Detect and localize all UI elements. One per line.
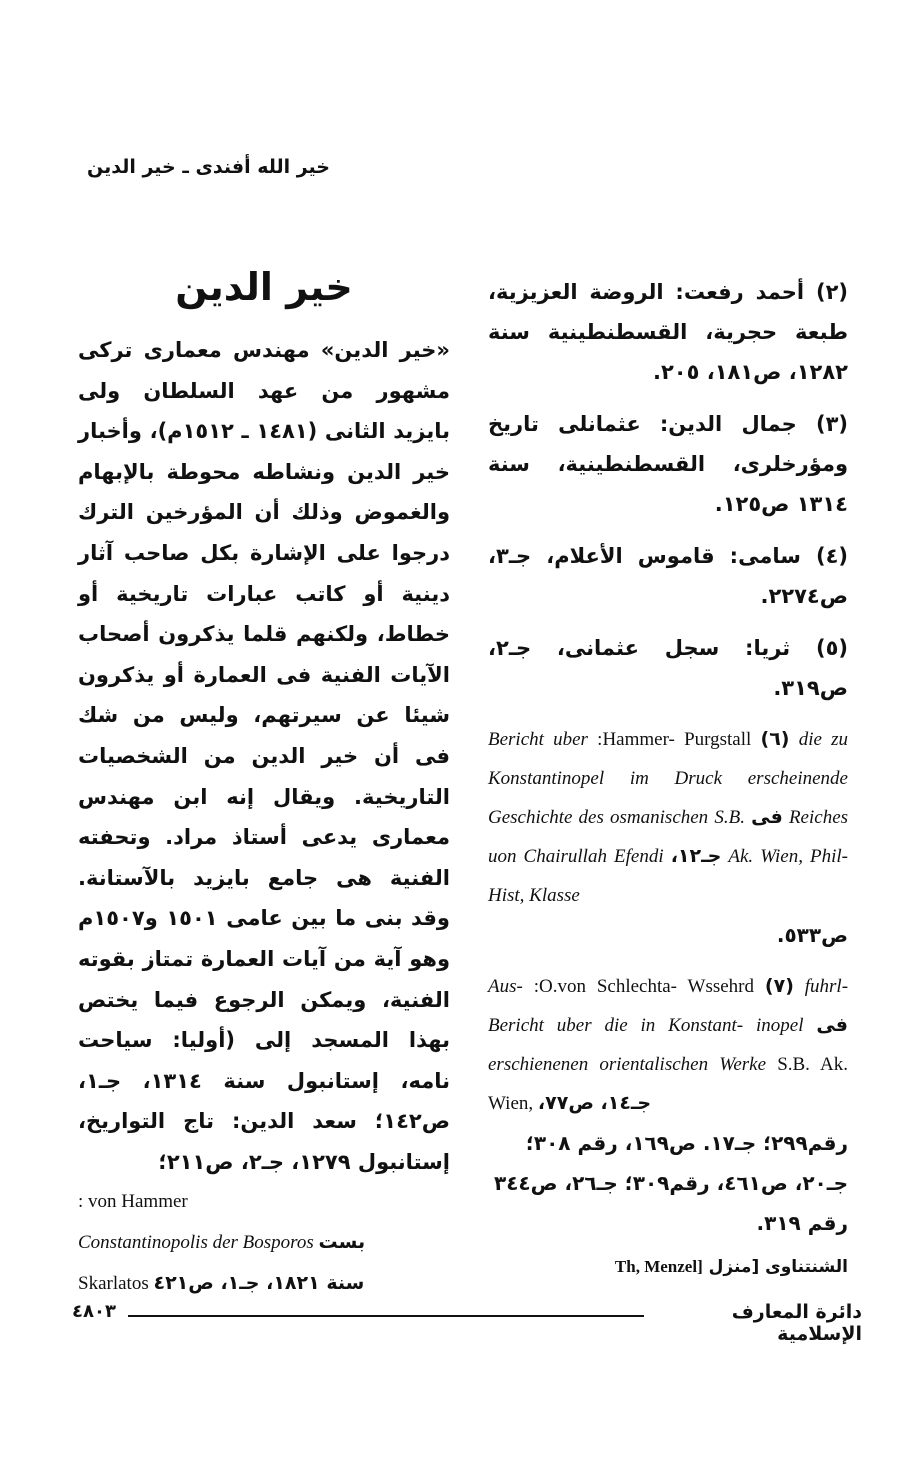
- footnote-6-ar-juz: جـ١٢،: [670, 845, 722, 867]
- footnote-7-text-c: fuhrl- Bericht uber die in Konstant- inopel: [488, 976, 849, 1036]
- footnote-4: (٤) سامى: قاموس الأعلام، جـ٣، ص٢٢٧٤.: [488, 544, 848, 608]
- article-latin-1: : von Hammer: [78, 1191, 188, 1213]
- footnote-7: [488, 967, 848, 1123]
- footnote-6-text-b: :Hammer- Purgstall: [597, 729, 752, 750]
- footnote-7-ar-fi: فى: [816, 1014, 848, 1036]
- article-latin-line-2: [78, 1222, 450, 1263]
- article-latin-2: Constantinopolis der Bosporos: [78, 1232, 314, 1254]
- footnote-6-ar-fi: فى: [751, 806, 783, 828]
- footnote-7-text-b: :O.von Schlechta- Wssehrd: [533, 976, 755, 997]
- signature-latin: [Th, Menzel: [614, 1257, 703, 1276]
- footnote-7-tail: رقم٢٩٩؛ جـ١٧. ص١٦٩، رقم ٣٠٨؛ جـ٢٠، ص٤٦١، رقم٣٠٩؛ جـ٢٦، ص٣٤٤ رقم ٣١٩.: [494, 1131, 848, 1235]
- footnote-7-ar-ref: جـ١٤، ص٧٧،: [537, 1092, 652, 1114]
- article-latin-3: Skarlatos: [78, 1273, 149, 1295]
- article-latin-line-1: [78, 1182, 450, 1222]
- signature-arabic: الشنتناوى [منزل: [708, 1257, 848, 1277]
- footnote-3: (٣) جمال الدين: عثمانلى تاريخ ومؤرخلرى، القسطنطينية، سنة ١٣١٤ ص١٢٥.: [488, 412, 848, 516]
- footer-divider: [128, 1315, 644, 1317]
- footnote-6-number: (٦): [760, 728, 790, 750]
- article-body: «خير الدين» مهندس معمارى تركى مشهور من عهد السلطان ولى بايزيد الثانى (١٤٨١ ـ ١٥١٢م)، وأخبار خير الدين ونشاطه محوطة بالإبهام والغموض وذلك أن المؤرخين الترك درجوا على الإشارة بكل صاحب آثار دينية أو كاتب عبارات تاريخية أو خطاط، ولكنهم قلما يذكرون أصحاب الآيات الفنية فى العمارة أو يذكرون شيئا عن سيرتهم، وليس من شك فى أن خير الدين من الشخصيات التاريخية. ويقال إنه ابن مهندس معمارى يدعى أستاذ مراد. وتحفته الفنية هى جامع بايزيد بالآستانة. وقد بنى ما بين عامى ١٥٠١ و١٥٠٧م وهو آية من آيات العمارة تمتاز بقوته الفنية، ويمكن الرجوع فيما يختص بهذا المسجد إلى (أوليا: سياحت نامه، إستانبول سنة ١٣١٤، جـ١، ص١٤٢؛ سعد الدين: تاج التواريخ، إستانبول ١٢٧٩، جـ٢، ص٢١١؛: [78, 338, 450, 1174]
- footnote-6-text-c: die zu Konstantinopel im Druck erscheinende Geschichte des osmanischen S.B.: [488, 729, 848, 828]
- footnotes-column: [488, 272, 848, 1277]
- running-title: خير الله أفندى ـ خير الدين: [87, 156, 330, 178]
- article-title: خير الدين: [175, 265, 353, 309]
- footnote-6-text-e: Ak. Wien, Phil-Hist, Klasse: [488, 846, 848, 906]
- footnote-5: (٥) ثريا: سجل عثمانى، جـ٢، ص٣١٩.: [488, 636, 848, 700]
- footnote-7-number: (٧): [764, 975, 794, 997]
- article-ar-3: سنة ١٨٢١، جـ١، ص٤٢١: [153, 1272, 365, 1295]
- footnote-6: [488, 720, 848, 915]
- footnote-6-text-a: Bericht uber: [488, 729, 588, 750]
- page-number: ٤٨٠٣: [72, 1301, 116, 1322]
- footnote-6-text-d: Reiches uon Chairullah Efendi: [488, 807, 849, 867]
- footnote-6-tail: ص٥٣٣.: [776, 923, 848, 947]
- article-latin-line-3: [78, 1263, 450, 1304]
- author-signature: [488, 1257, 848, 1277]
- journal-name: دائرة المعارف الإسلامية: [731, 1301, 862, 1345]
- footnote-7-text-d: erschienenen orientalischen Werke: [488, 1054, 767, 1075]
- footnote-7-text-a: Aus-: [488, 976, 523, 997]
- article-column: [78, 262, 450, 1304]
- footnote-7-text-e: S.B. Ak. Wien,: [488, 1054, 849, 1114]
- footnote-2: (٢) أحمد رفعت: الروضة العزيزية، طبعة حجرية، القسطنطينية سنة ١٢٨٢، ص١٨١، ٢٠٥.: [488, 280, 848, 384]
- article-ar-2: بست: [318, 1231, 366, 1254]
